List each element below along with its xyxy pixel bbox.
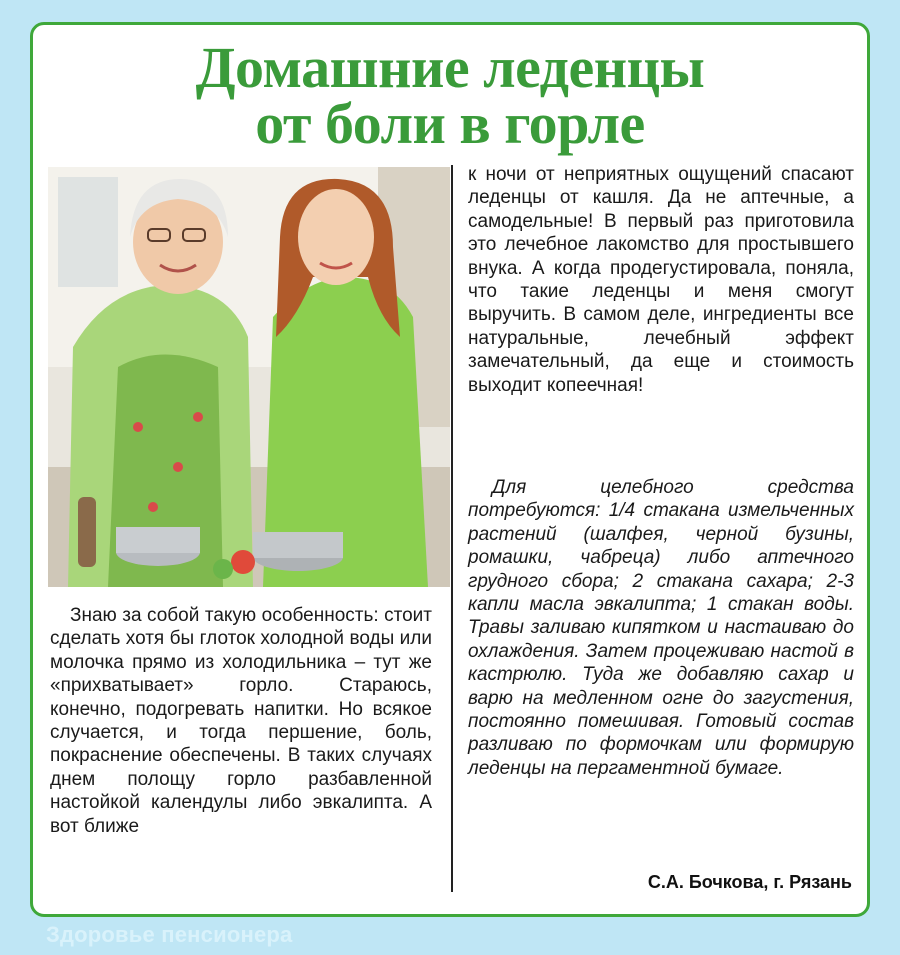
article-text-right-1: к ночи от неприятных ощущений спасают леденцы от кашля. Да не аптечные, а самодельные! В первый раз приготовила это лечебное лакомство для простывшего внука. А когда продегустировала, поняла, что такие леденцы и меня смогут выручить. В самом деле, ингредиенты все натуральные, лечебный эффект замечательный, да еще и стоимость выходит копеечная! bbox=[468, 164, 854, 396]
article-title bbox=[0, 35, 900, 156]
title-line-1: Домашние леденцы bbox=[195, 35, 705, 100]
publication-watermark: Здоровье пенсионера bbox=[46, 922, 293, 947]
column-divider bbox=[451, 165, 453, 892]
article-signature: С.А. Бочкова, г. Рязань bbox=[647, 872, 852, 892]
article-recipe: Для целебного средства потребуются: 1/4 стакана измельченных растений (шалфея, черной бузины, ромашки, чабреца) либо аптечного грудного сбора; 2 стакана сахара; 2-3 капли масла эвкалипта; 1 стакан воды. Травы заливаю кипятком и настаиваю до охлаждения. Затем процеживаю настой в кастрюлю. Туда же добавляю сахар и варю на медленном огне до загустения, постоянно помешивая. Готовый состав разливаю по формочкам или формирую леденцы на пергаментной бумаге. bbox=[468, 477, 854, 779]
title-line-2: от боли в горле bbox=[255, 91, 645, 156]
article-text-left: Знаю за собой такую особенность: стоит сделать хотя бы глоток холодной воды или молочка прямо из холодильника – тут же «прихватывает» горло. Стараюсь, конечно, подогревать напитки. Но всякое случается, и тогда першение, боль, покраснение обеспечены. В таких случаях днем полощу горло разбавленной настойкой календулы либо эвкалипта. А вот ближе bbox=[50, 605, 432, 837]
article-photo bbox=[48, 167, 450, 587]
